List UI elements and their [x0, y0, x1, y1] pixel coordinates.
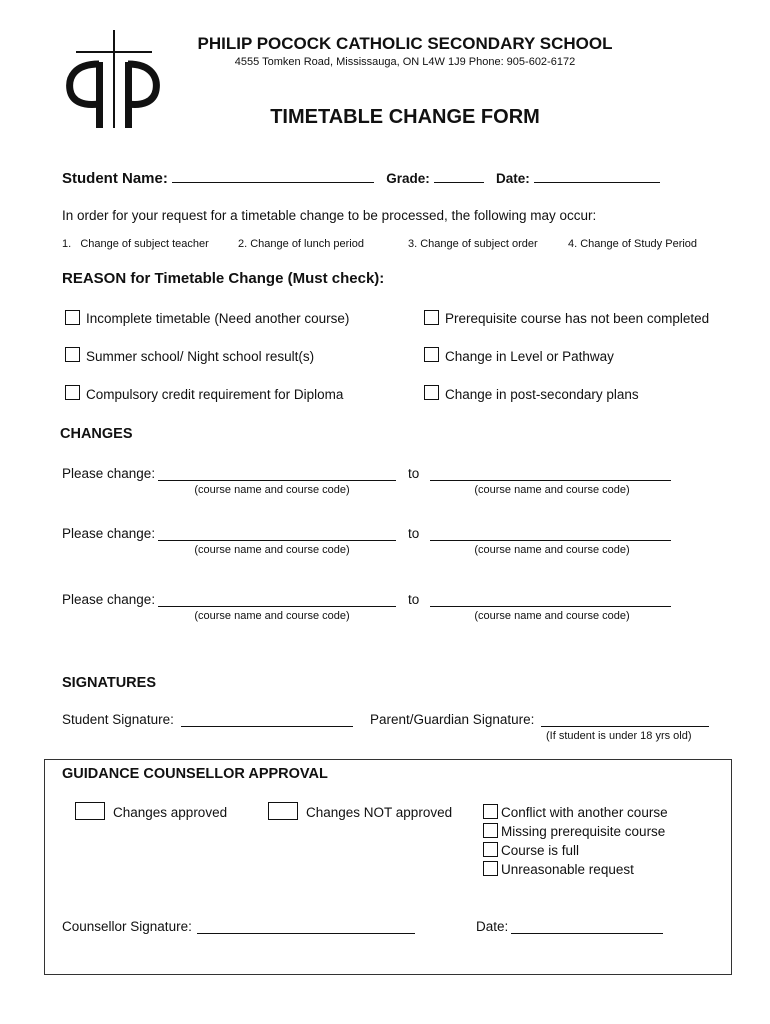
grade-label: Grade: — [386, 171, 430, 186]
reason-label: Summer school/ Night school result(s) — [86, 349, 315, 364]
reason-label: Change in post-secondary plans — [445, 387, 639, 402]
reason-label: Change in Level or Pathway — [445, 349, 614, 364]
guidance-reason-label: Missing prerequisite course — [501, 824, 666, 839]
changes-not-approved-label: Changes NOT approved — [306, 805, 453, 820]
student-signature-label: Student Signature: — [62, 712, 174, 727]
counsellor-date-label: Date: — [476, 919, 509, 934]
intro-option: 2. Change of lunch period — [238, 238, 364, 250]
guidance-heading: GUIDANCE COUNSELLOR APPROVAL — [62, 766, 328, 782]
changes-approved-checkbox[interactable] — [75, 802, 105, 820]
counsellor-signature-field[interactable] — [197, 919, 415, 934]
reason-label: Prerequisite course has not been completed — [445, 311, 710, 326]
changes-heading: CHANGES — [60, 426, 133, 442]
student-info-row — [62, 168, 742, 187]
intro-option: 3. Change of subject order — [408, 238, 538, 250]
changes-approved-label: Changes approved — [113, 805, 228, 820]
guidance-reason-label: Unreasonable request — [501, 862, 634, 877]
to-label: to — [408, 466, 420, 481]
from-course-field[interactable] — [158, 592, 396, 607]
guidance-reason-checkbox[interactable] — [483, 842, 498, 857]
school-name: PHILIP POCOCK CATHOLIC SECONDARY SCHOOL — [197, 34, 613, 53]
date-label: Date: — [496, 171, 530, 186]
counsellor-date-field[interactable] — [511, 919, 663, 934]
student-signature-field[interactable] — [181, 712, 353, 727]
please-change-label: Please change: — [62, 592, 156, 607]
to-course-field[interactable] — [430, 592, 671, 607]
reason-checkbox[interactable] — [65, 385, 80, 400]
to-course-field[interactable] — [430, 466, 671, 481]
parent-signature-note: (If student is under 18 yrs old) — [546, 730, 692, 742]
reason-checkbox[interactable] — [65, 347, 80, 362]
guidance-reason-checkbox[interactable] — [483, 861, 498, 876]
reason-checkbox[interactable] — [65, 310, 80, 325]
course-hint: (course name and course code) — [474, 610, 630, 622]
guidance-reason-label: Conflict with another course — [501, 805, 668, 820]
guidance-reason-label: Course is full — [501, 843, 580, 858]
from-course-field[interactable] — [158, 526, 396, 541]
course-hint: (course name and course code) — [194, 484, 350, 496]
please-change-label: Please change: — [62, 466, 156, 481]
school-logo — [66, 28, 162, 132]
guidance-reason-checkbox[interactable] — [483, 804, 498, 819]
course-hint: (course name and course code) — [474, 484, 630, 496]
form-title: TIMETABLE CHANGE FORM — [270, 106, 540, 128]
intro-option: 4. Change of Study Period — [568, 238, 698, 250]
intro-option: 1. Change of subject teacher — [62, 238, 209, 250]
grade-field[interactable] — [434, 168, 484, 183]
guidance-reason-checkbox[interactable] — [483, 823, 498, 838]
date-field[interactable] — [534, 168, 660, 183]
counsellor-signature-label: Counsellor Signature: — [62, 919, 192, 934]
parent-signature-field[interactable] — [541, 712, 709, 727]
reason-label: Compulsory credit requirement for Diploma — [86, 387, 344, 402]
reason-label: Incomplete timetable (Need another course) — [86, 311, 350, 326]
signatures-heading: SIGNATURES — [62, 675, 156, 691]
student-name-label: Student Name: — [62, 170, 168, 187]
reason-checkbox[interactable] — [424, 385, 439, 400]
parent-signature-label: Parent/Guardian Signature: — [370, 712, 535, 727]
from-course-field[interactable] — [158, 466, 396, 481]
reason-checkbox[interactable] — [424, 347, 439, 362]
student-name-field[interactable] — [172, 168, 374, 183]
to-course-field[interactable] — [430, 526, 671, 541]
school-address: 4555 Tomken Road, Mississauga, ON L4W 1J9 Phone: 905-602-6172 — [234, 56, 576, 68]
intro-text: In order for your request for a timetable change to be processed, the following may occur: — [62, 208, 597, 223]
to-label: to — [408, 526, 420, 541]
course-hint: (course name and course code) — [474, 544, 630, 556]
reason-heading: REASON for Timetable Change (Must check): — [62, 270, 385, 287]
to-label: to — [408, 592, 420, 607]
course-hint: (course name and course code) — [194, 610, 350, 622]
changes-not-approved-checkbox[interactable] — [268, 802, 298, 820]
please-change-label: Please change: — [62, 526, 156, 541]
course-hint: (course name and course code) — [194, 544, 350, 556]
reason-checkbox[interactable] — [424, 310, 439, 325]
